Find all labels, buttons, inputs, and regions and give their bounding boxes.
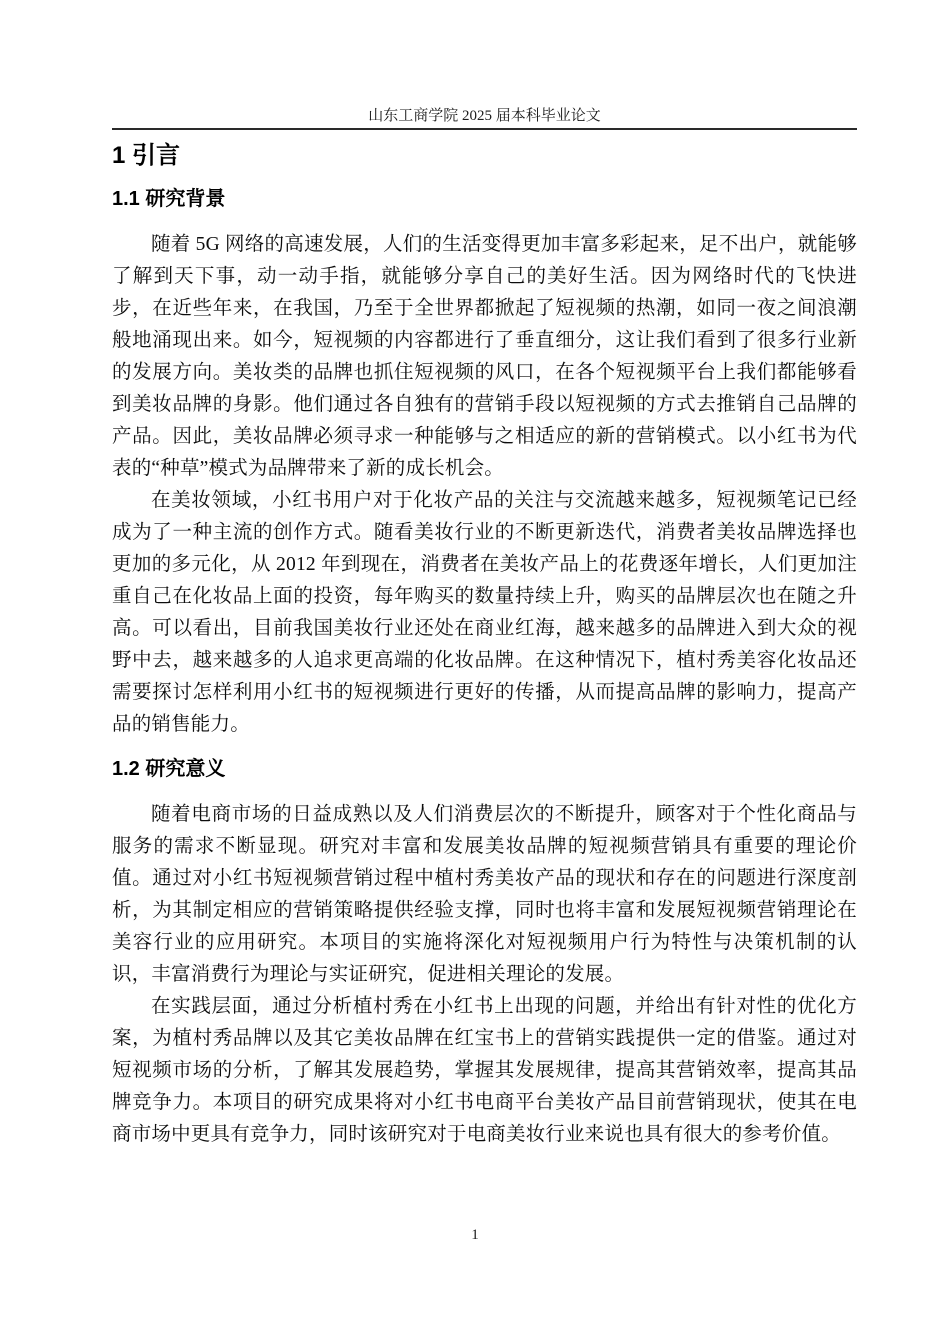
page-header (112, 0, 857, 130)
paragraph: 在实践层面，通过分析植村秀在小红书上出现的问题，并给出有针对性的优化方案，为植村秀品牌以及其它美妆品牌在红宝书上的营销实践提供一定的借鉴。通过对短视频市场的分析，了解其发展趋势，掌握其发展规律，提高其营销效率，提高其品牌竞争力。本项目的研究成果将对小红书电商平台美妆产品目前营销现状，使其在电商市场中更具有竞争力，同时该研究对于电商美妆行业来说也具有很大的参考价值。 (112, 996, 857, 1145)
paragraph: 在美妆领域，小红书用户对于化妆产品的关注与交流越来越多，短视频笔记已经成为了一种主流的创作方式。随看美妆行业的不断更新迭代，消费者美妆品牌选择也更加的多元化，从 2012 年到现在，消费者在美妆产品上的花费逐年增长，人们更加注重自己在化妆品上面的投资，每年购买的数量持续上升，购买的品牌层次也在随之升高。可以看出，目前我国美妆行业还处在商业红海，越来越多的品牌进入到大众的视野中去，越来越多的人追求更高端的化妆品牌。在这种情况下，植村秀美容化妆品还需要探讨怎样利用小红书的短视频进行更好的传播，从而提高品牌的影响力，提高产品的销售能力。 (112, 490, 857, 735)
paragraph: 随着 5G 网络的高速发展，人们的生活变得更加丰富多彩起来，足不出户，就能够了解到天下事，动一动手指，就能够分享自己的美好生活。因为网络时代的飞快进步，在近些年来，在我国，乃至于全世界都掀起了短视频的热潮，如同一夜之间浪潮般地涌现出来。如今，短视频的内容都进行了垂直细分，这让我们看到了很多行业新的发展方向。美妆类的品牌也抓住短视频的风口，在各个短视频平台上我们都能够看到美妆品牌的身影。他们通过各自独有的营销手段以短视频的方式去推销自己品牌的产品。因此，美妆品牌必须寻求一种能够与之相适应的新的营销模式。以小红书为代表的“种草”模式为品牌带来了新的成长机会。 (112, 234, 857, 479)
section-research-background (112, 185, 857, 741)
page-footer (0, 1227, 950, 1244)
header-title: 山东工商学院 2025 届本科毕业论文 (368, 108, 601, 124)
page-content (112, 0, 857, 1151)
section-title-research-significance: 1.2 研究意义 (112, 758, 226, 780)
page-number: 1 (471, 1227, 479, 1243)
section-title-research-background: 1.1 研究背景 (112, 188, 226, 210)
chapter-title: 1 引言 (112, 142, 181, 169)
paragraph: 随着电商市场的日益成熟以及人们消费层次的不断提升，顾客对于个性化商品与服务的需求不断显现。研究对丰富和发展美妆品牌的短视频营销具有重要的理论价值。通过对小红书短视频营销过程中植村秀美妆产品的现状和存在的问题进行深度剖析，为其制定相应的营销策略提供经验支撑，同时也将丰富和发展短视频营销理论在美容行业的应用研究。本项目的实施将深化对短视频用户行为特性与决策机制的认识，丰富消费行为理论与实证研究，促进相关理论的发展。 (112, 804, 857, 985)
section-research-significance (112, 755, 857, 1151)
